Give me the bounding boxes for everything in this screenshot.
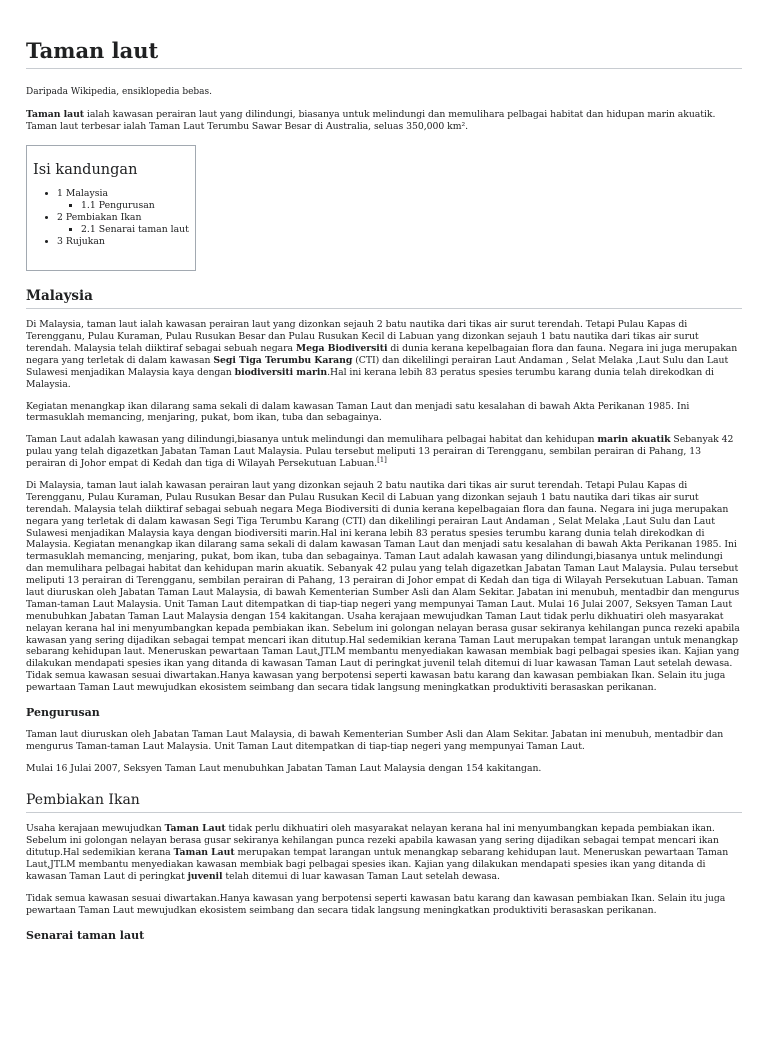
pembiakan-paragraph-1: Usaha kerajaan mewujudkan Taman Laut tidak perlu dikhuatiri oleh masyarakat nelayan kerana hal ini menyumbangkan kepada pembiakan ikan. Sebelum ini golongan nelayan berasa gusar sekiranya kehilangan punca rezeki apabila kawasan yang sering dijadikan sebagai tempat mencari ikan ditutup.Hal sedemikian kerana Taman Laut merupakan tempat larangan untuk menangkap sebarang kehidupan laut. Meneruskan pewartaan Taman Laut,JTLM membantu menyediakan kawasan membiak bagi pelbagai spesies ikan. Kajian yang dilakukan mendapati spesies ikan yang ditanda di kawasan Taman Laut di peringkat juvenil telah ditemui di luar kawasan Taman Laut setelah dewasa. [26, 823, 729, 883]
intro-text: ialah kawasan perairan laut yang dilindungi, biasanya untuk melindungi dan memulihara pelbagai habitat dan hidupan marin akuatik. Taman laut terbesar ialah Taman Laut Terumbu Sawar Besar di Australia, seluas 350,000 km². [26, 109, 716, 133]
article [0, 38, 768, 942]
pengurusan-paragraph-1: Taman laut diuruskan oleh Jabatan Taman Laut Malaysia, di bawah Kementerian Sumber Asli dan Alam Sekitar. Jabatan ini menubuh, mentadbir dan mengurus Taman-taman Laut Malaysia. Unit Taman Laut ditempatkan di tiap-tiap negeri yang mempunyai Taman Laut. [26, 728, 724, 752]
malaysia-paragraph-3: Taman Laut adalah kawasan yang dilindungi,biasanya untuk melindungi dan memulihara pelbagai habitat dan kehidupan marin akuatik Sebanyak 42 pulau yang telah digazetkan Jabatan Taman Laut Malaysia. Pulau tersebut meliputi 13 perairan di Terengganu, sembilan perairan di Pahang, 13 perairan di Johor empat di Kedah dan tiga di Wilayah Persekutuan Labuan.[1] [26, 434, 734, 470]
pembiakan-paragraph-2: Tidak semua kawasan sesuai diwartakan.Hanya kawasan yang berpotensi seperti kawasan batu karang dan kawasan pembiakan Ikan. Selain itu juga pewartaan Taman Laut mewujudkan ekosistem seimbang dan secara tidak langsung meningkatkan produktiviti berasaskan perikanan. [26, 892, 726, 916]
section-heading-pembiakan-ikan: Pembiakan Ikan [26, 792, 742, 814]
intro-bold-term: Taman laut [26, 109, 85, 121]
toc-item-malaysia[interactable]: • 1 Malaysia ▪ 1.1 Pengurusan [57, 188, 189, 212]
toc-item-pengurusan[interactable]: ▪ 1.1 Pengurusan [81, 200, 189, 212]
toc-item-rujukan[interactable]: • 3 Rujukan [57, 236, 189, 248]
malaysia-paragraph-1: Di Malaysia, taman laut ialah kawasan perairan laut yang dizonkan sejauh 2 batu nautika dari tikas air surut terendah. Tetapi Pulau Kapas di Terengganu, Pulau Kuraman, Pulau Rusukan Besar dan Pulau Rusukan Kecil di Labuan yang dizonkan sejauh 1 batu nautika dari tikas air surut terendah. Malaysia telah diiktiraf sebagai sebuah negara Mega Biodiversiti di dunia kerana kepelbagaian flora dan fauna. Negara ini juga merupakan negara yang terletak di dalam kawasan Segi Tiga Terumbu Karang (CTI) dan dikelilingi perairan Laut Andaman , Selat Melaka ,Laut Sulu dan Laut Sulawesi menjadikan Malaysia kaya dengan biodiversiti marin.Hal ini kerana lebih 83 peratus spesies terumbu karang dunia telah direkodkan di Malaysia. [26, 319, 738, 390]
malaysia-paragraph-2: Kegiatan menangkap ikan dilarang sama sekali di dalam kawasan Taman Laut dan menjadi satu kesalahan di bawah Akta Perikanan 1985. Ini termasuklah memancing, menjaring, pukat, bom ikan, tuba dan sebagainya. [26, 400, 690, 424]
section-heading-malaysia: Malaysia [26, 288, 742, 309]
toc-item-senarai-taman-laut[interactable]: ▪ 2.1 Senarai taman laut [81, 224, 189, 236]
toc-title: Isi kandungan [33, 161, 138, 178]
table-of-contents [26, 145, 196, 271]
toc-item-pembiakan-ikan[interactable]: • 2 Pembiakan Ikan ▪ 2.1 Senarai taman laut [57, 212, 189, 236]
page-title: Taman laut [26, 38, 742, 69]
malaysia-paragraph-4: Di Malaysia, taman laut ialah kawasan perairan laut yang dizonkan sejauh 2 batu nautika dari tikas air surut terendah. Tetapi Pulau Kapas di Terengganu, Pulau Kuraman, Pulau Rusukan Besar dan Pulau Rusukan Kecil di Labuan yang dizonkan sejauh 1 batu nautika dari tikas air surut terendah. Malaysia telah diiktiraf sebagai sebuah negara Mega Biodiversiti di dunia kerana kepelbagaian flora dan fauna. Negara ini juga merupakan negara yang terletak di dalam kawasan Segi Tiga Terumbu Karang (CTI) dan dikelilingi perairan Laut Andaman , Selat Melaka ,Laut Sulu dan Laut Sulawesi menjadikan Malaysia kaya dengan biodiversiti marin.Hal ini kerana lebih 83 peratus spesies terumbu karang dunia telah direkodkan di Malaysia. Kegiatan menangkap ikan dilarang sama sekali di dalam kawasan Taman Laut dan menjadi satu kesalahan di bawah Akta Perikanan 1985. Ini termasuklah memancing, menjaring, pukat, bom ikan, tuba dan sebagainya. Taman Laut adalah kawasan yang dilindungi,biasanya untuk melindungi dan memulihara pelbagai habitat dan kehidupan marin akuatik. Sebanyak 42 pulau yang telah digazetkan Jabatan Taman Laut Malaysia. Pulau tersebut meliputi 13 perairan di Terengganu, sembilan perairan di Pahang, 13 perairan di Johor empat di Kedah dan tiga di Wilayah Persekutuan Labuan. Taman laut diuruskan oleh Jabatan Taman Laut Malaysia, di bawah Kementerian Sumber Asli dan Alam Sekitar. Jabatan ini menubuh, mentadbir dan mengurus Taman-taman Laut Malaysia. Unit Taman Laut ditempatkan di tiap-tiap negeri yang mempunyai Taman Laut. Mulai 16 Julai 2007, Seksyen Taman Laut menubuhkan Jabatan Taman Laut Malaysia dengan 154 kakitangan. Usaha kerajaan mewujudkan Taman Laut tidak perlu dikhuatiri oleh masyarakat nelayan kerana hal ini menyumbangkan kepada pembiakan ikan. Sebelum ini golongan nelayan berasa gusar sekiranya kehilangan punca rezeki apabila kawasan yang sering dijadikan sebagai tempat mencari ikan ditutup.Hal sedemikian kerana Taman Laut merupakan tempat larangan untuk menangkap sebarang kehidupan laut. Meneruskan pewartaan Taman Laut,JTLM membantu menyediakan kawasan membiak bagi pelbagai spesies ikan. Kajian yang dilakukan mendapati spesies ikan yang ditanda di kawasan Taman Laut di peringkat juvenil telah ditemui di luar kawasan Taman Laut setelah dewasa. Tidak semua kawasan sesuai diwartakan.Hanya kawasan yang berpotensi seperti kawasan batu karang dan kawasan pembiakan Ikan. Selain itu juga pewartaan Taman Laut mewujudkan ekosistem seimbang dan secara tidak langsung meningkatkan produktiviti berasaskan perikanan. [26, 479, 740, 694]
section-heading-pengurusan: Pengurusan [26, 705, 100, 719]
site-subtitle: Daripada Wikipedia, ensiklopedia bebas. [26, 87, 213, 98]
intro-paragraph [26, 109, 742, 133]
reference-link[interactable]: [1] [377, 455, 387, 464]
pengurusan-paragraph-2: Mulai 16 Julai 2007, Seksyen Taman Laut menubuhkan Jabatan Taman Laut Malaysia dengan 154 kakitangan. [26, 762, 542, 774]
section-heading-senarai-taman-laut: Senarai taman laut [26, 928, 145, 942]
